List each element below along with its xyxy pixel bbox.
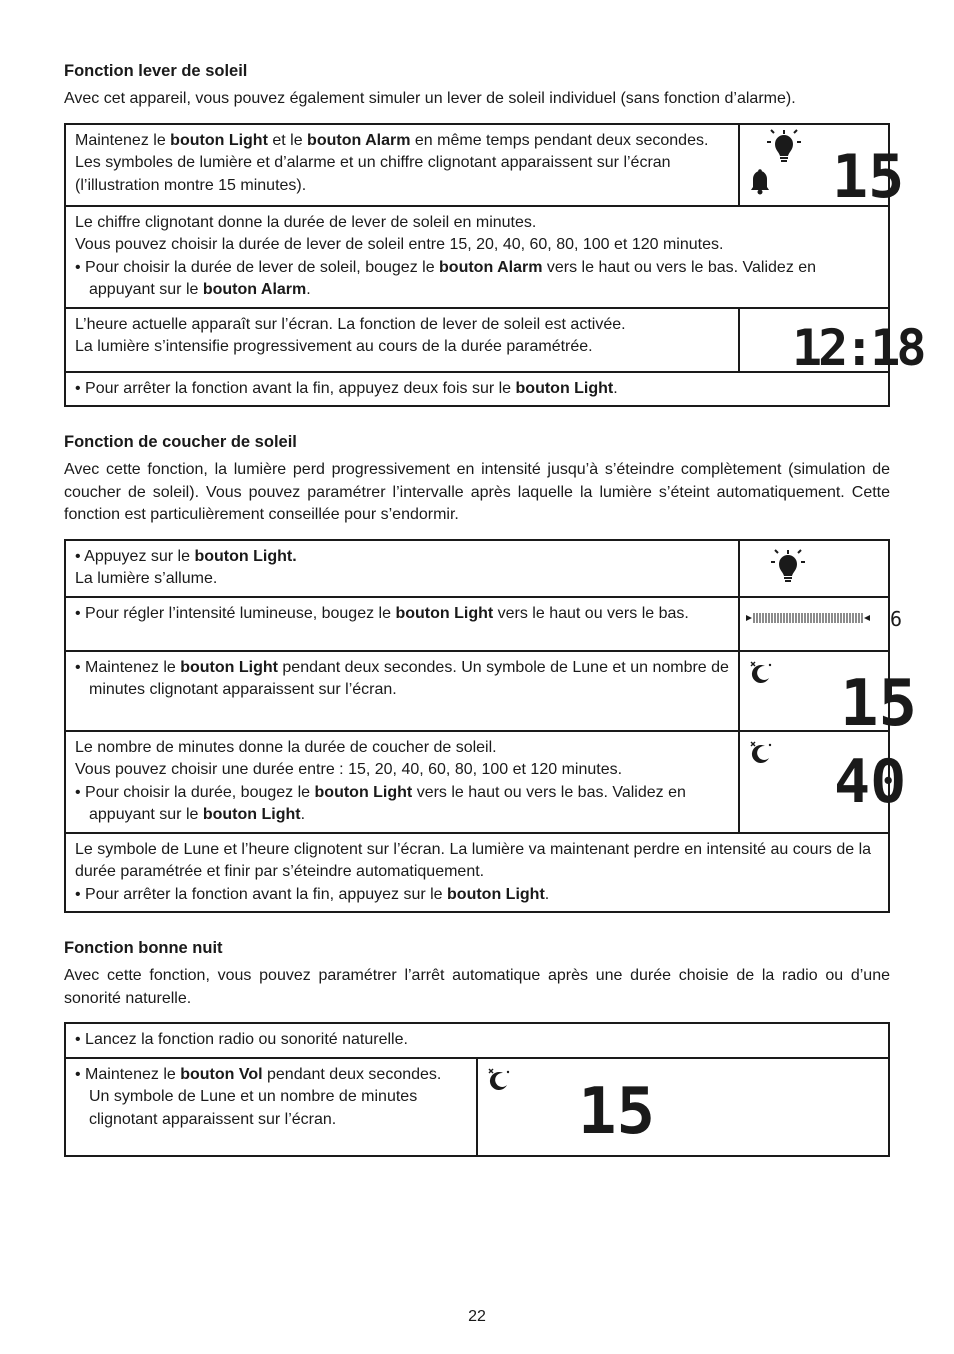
button-name: bouton Alarm	[307, 131, 411, 149]
list-item: • Appuyez sur le bouton Light.	[75, 547, 297, 565]
instruction-cell: Le chiffre clignotant donne la durée de lever de soleil en minutes. Vous pouvez choisir la durée de lever de soleil entre 15, 20, 40, 60, 80, 100 et 120 minutes. • Pour choisir la durée de lever de soleil, bougez le bouton Alarm vers le haut ou vers le bas. Validez en appuyant sur le bouton Alarm.	[65, 206, 889, 308]
list-item: • Pour régler l’intensité lumineuse, bougez le bouton Light vers le haut ou vers le bas.	[75, 604, 689, 622]
list-item: • Pour choisir la durée, bougez le bouton Light vers le haut ou vers le bas. Validez en appuyant sur le bouton Light.	[75, 783, 686, 823]
intensity-bar-icon	[746, 613, 870, 623]
moon-icon	[489, 1069, 509, 1090]
list-item: • Pour arrêter la fonction avant la fin, appuyez sur le bouton Light.	[75, 885, 550, 903]
table-row	[65, 124, 889, 206]
lcd-illustration	[739, 124, 905, 212]
lcd-illustration	[739, 308, 923, 377]
lcd-display-light	[740, 541, 906, 593]
table-row	[65, 1058, 889, 1156]
moon-icon	[751, 742, 771, 763]
instruction-cell: Maintenez le bouton Light et le bouton Alarm en même temps pendant deux secondes. Les symboles de lumière et d’alarme et un chiffre clignotant apparaissent sur l’écran (l’illustration montre 15 minutes).	[65, 124, 739, 206]
list-item: • Maintenez le bouton Light pendant deux secondes. Un symbole de Lune et un nombre de minutes clignotant apparaissent sur l’écran.	[75, 658, 729, 698]
table-row	[65, 540, 889, 597]
instruction-cell	[65, 597, 739, 651]
section-intro-sunset: Avec cette fonction, la lumière perd progressivement en intensité jusqu’à s’éteindre complètement (simulation de coucher de soleil). Vous pouvez paramétrer l’intervalle après laquelle la lumière s’éteint automatiquement. Cette fonction est particulièrement conseillée pour s’endormir.	[64, 461, 890, 523]
instruction-cell	[65, 372, 889, 407]
lcd-illustration	[739, 731, 907, 833]
lcd-digits: 15	[840, 666, 918, 741]
lcd-display-intensity	[740, 598, 906, 650]
table-row	[65, 372, 889, 407]
goodnight-table	[64, 1022, 890, 1157]
lcd-illustration	[739, 540, 889, 597]
intensity-level: 6	[890, 606, 903, 631]
lcd-digits: 15	[578, 1074, 656, 1149]
lcd-display-sunset-15	[740, 652, 918, 741]
moon-icon	[751, 662, 771, 683]
bulb-icon	[767, 130, 801, 162]
section-title-sunrise: Fonction lever de soleil	[64, 62, 248, 80]
instruction-cell: Le symbole de Lune et l’heure clignotent sur l’écran. La lumière va maintenant perdre en intensité au cours de la durée paramétrée et finir par s’éteindre automatiquement. • Pour arrêter la fonction avant la fin, appuyez sur le bouton Light.	[65, 833, 889, 913]
list-item: • Pour choisir la durée de lever de soleil, bougez le bouton Alarm vers le haut ou vers le bas. Validez en appuyant sur le bouton Alarm.	[75, 258, 817, 298]
lcd-illustration	[477, 1058, 889, 1156]
table-row	[65, 1023, 889, 1058]
table-row	[65, 597, 889, 651]
table-row	[65, 731, 889, 833]
instruction-cell: • Appuyez sur le bouton Light. La lumière s’allume.	[65, 540, 739, 597]
lcd-digits: 40	[834, 746, 907, 817]
section-intro-sunrise: Avec cet appareil, vous pouvez également simuler un lever de soleil individuel (sans fonction d’alarme).	[64, 90, 796, 107]
lcd-illustration	[739, 597, 903, 651]
section-title-goodnight: Fonction bonne nuit	[64, 939, 223, 957]
sunset-table	[64, 539, 918, 914]
table-row	[65, 651, 889, 731]
table-row	[65, 308, 889, 372]
section-title-sunset: Fonction de coucher de soleil	[64, 433, 297, 451]
lcd-digits: 15	[832, 141, 905, 212]
instruction-cell: • Maintenez le bouton Vol pendant deux secondes. Un symbole de Lune et un nombre de minutes clignotant apparaissent sur l’écran.	[65, 1058, 477, 1156]
lcd-display-15-alarm	[740, 125, 906, 212]
bulb-icon	[771, 550, 805, 582]
list-item: • Pour arrêter la fonction avant la fin, appuyez deux fois sur le bouton Light.	[75, 379, 618, 397]
table-row	[65, 833, 889, 913]
instruction-cell	[65, 651, 739, 731]
table-row	[65, 206, 889, 308]
page-number: 22	[468, 1308, 486, 1325]
section-intro-goodnight: Avec cette fonction, vous pouvez paramétrer l’arrêt automatique après une durée choisie de la radio ou d’une sonorité naturelle.	[64, 967, 890, 1007]
page-content	[64, 60, 923, 1157]
bell-icon	[751, 169, 769, 194]
button-name: bouton Light	[170, 131, 268, 149]
instruction-cell: L’heure actuelle apparaît sur l’écran. La fonction de lever de soleil est activée. La lumière s’intensifie progressivement au cours de la durée paramétrée.	[65, 308, 739, 372]
instruction-cell: Le nombre de minutes donne la durée de coucher de soleil. Vous pouvez choisir une durée entre : 15, 20, 40, 60, 80, 100 et 120 minutes. • Pour choisir la durée, bougez le bouton Light vers le haut ou vers le bas. Validez en appuyant sur le bouton Light.	[65, 731, 739, 833]
lcd-illustration	[739, 651, 918, 741]
list-item: • Maintenez le bouton Vol pendant deux secondes.	[75, 1065, 442, 1083]
sunrise-table	[64, 123, 923, 408]
lcd-digits: 12:18	[792, 318, 923, 377]
lcd-display-goodnight-15	[478, 1059, 656, 1155]
lcd-display-sunset-40	[740, 732, 907, 817]
instruction-cell	[65, 1023, 889, 1058]
list-item: • Lancez la fonction radio ou sonorité naturelle.	[75, 1031, 408, 1048]
lcd-display-time	[740, 309, 923, 377]
